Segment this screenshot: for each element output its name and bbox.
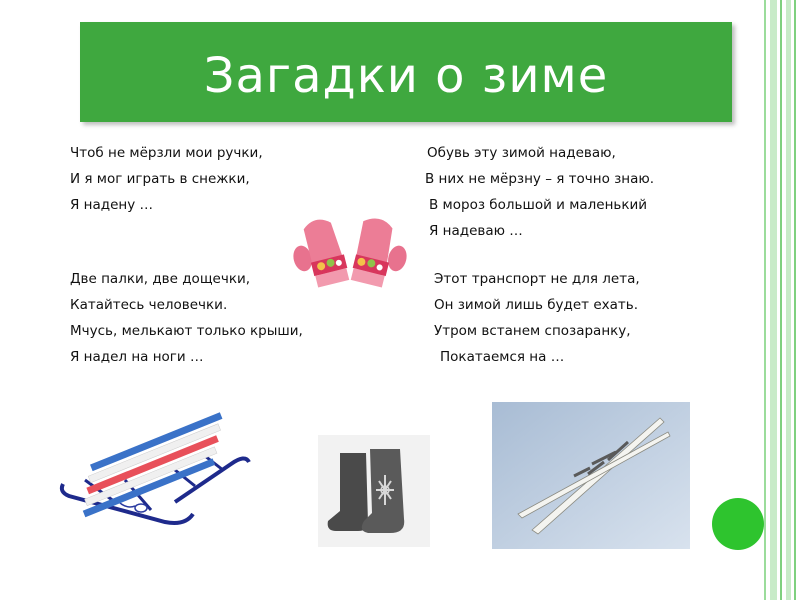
riddle-mittens bbox=[70, 140, 263, 218]
riddle-line: В них не мёрзну – я точно знаю. bbox=[425, 171, 655, 187]
riddle-line: Я надену … bbox=[70, 197, 154, 213]
decorative-circle bbox=[712, 498, 764, 550]
riddle-felt-boots bbox=[425, 140, 654, 244]
slide-title: Загадки о зиме bbox=[203, 48, 609, 104]
frame-line-2 bbox=[770, 0, 777, 600]
riddle-line: Утром встанем спозаранку, bbox=[434, 323, 631, 339]
frame-line-4 bbox=[786, 0, 791, 600]
riddle-line: Мчусь, мелькают только крыши, bbox=[70, 323, 303, 339]
frame-line-1 bbox=[764, 0, 766, 600]
frame-line-5 bbox=[794, 0, 796, 600]
mittens-image bbox=[285, 215, 415, 295]
riddle-skis bbox=[70, 266, 303, 370]
frame-line-3 bbox=[780, 0, 782, 600]
riddle-line: Я надеваю … bbox=[429, 223, 523, 239]
riddle-line: Я надел на ноги … bbox=[70, 349, 204, 365]
riddle-line: Катайтесь человечки. bbox=[70, 297, 228, 313]
riddle-line: В мороз большой и маленький bbox=[429, 197, 648, 213]
riddle-sled bbox=[434, 266, 640, 370]
sled-image bbox=[55, 410, 255, 530]
riddle-line: Покатаемся на … bbox=[440, 349, 565, 365]
riddle-line: Обувь эту зимой надеваю, bbox=[427, 145, 616, 161]
riddle-line: Чтоб не мёрзли мои ручки, bbox=[70, 145, 263, 161]
riddle-line: Он зимой лишь будет ехать. bbox=[434, 297, 638, 313]
riddle-line: Этот транспорт не для лета, bbox=[434, 271, 640, 287]
riddle-line: И я мог играть в снежки, bbox=[70, 171, 250, 187]
riddle-line: Две палки, две дощечки, bbox=[70, 271, 251, 287]
felt-boots-image bbox=[318, 435, 430, 547]
title-banner bbox=[80, 22, 732, 122]
skis-image bbox=[492, 402, 690, 549]
